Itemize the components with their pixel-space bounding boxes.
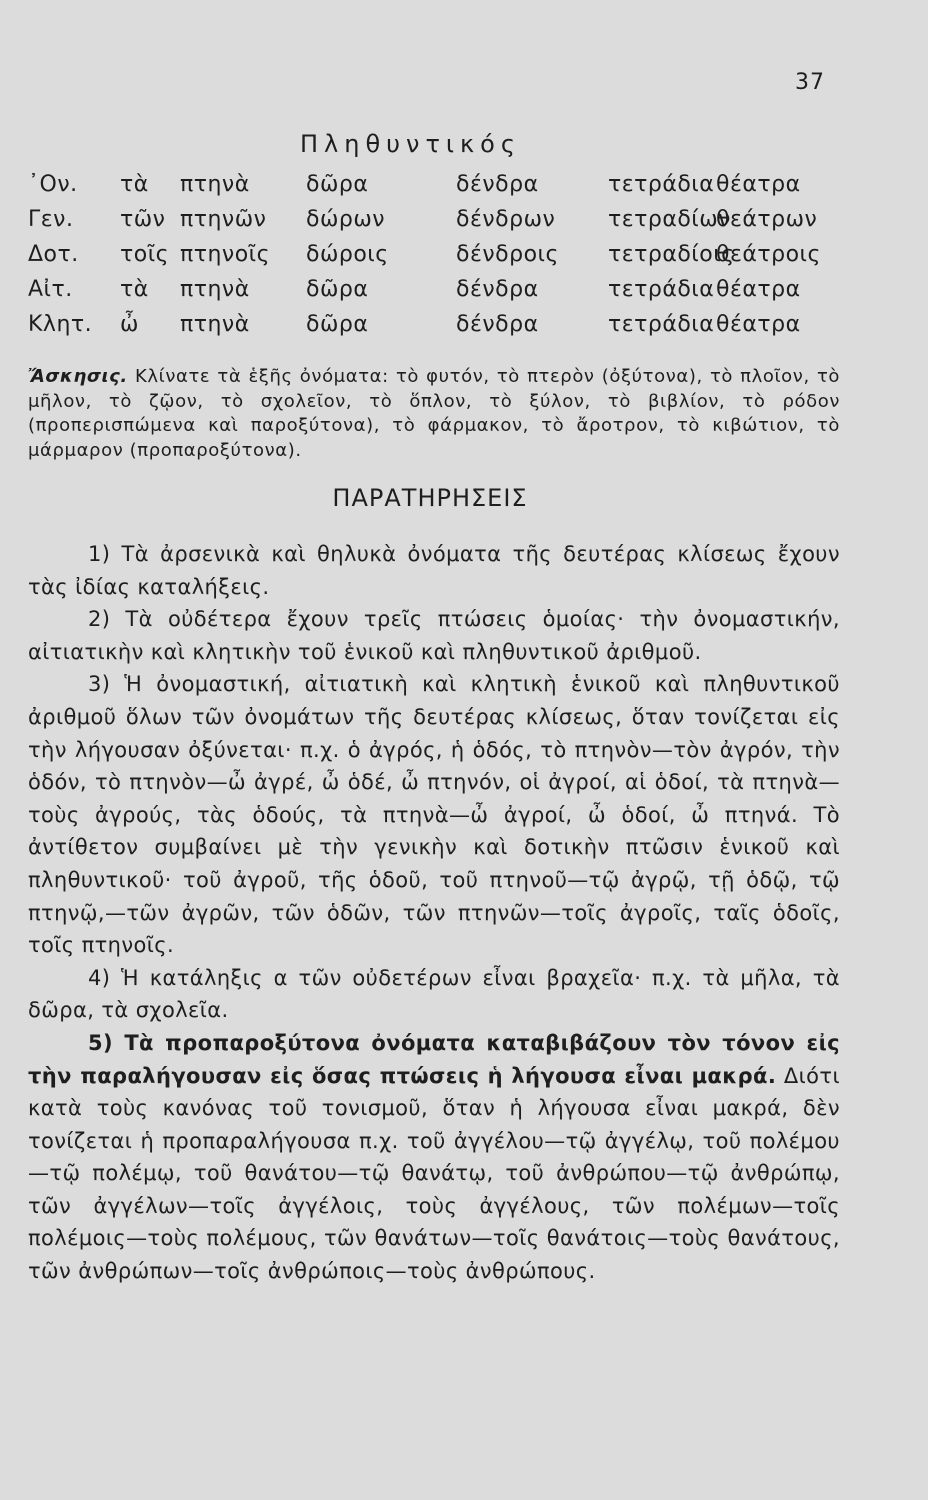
table-cell: τετράδια (608, 172, 715, 197)
page-number: 37 (795, 70, 825, 95)
table-cell: πτηνοῖς (180, 242, 271, 267)
table-cell: πτηνὰ (180, 172, 250, 197)
table-cell: Δοτ. (28, 242, 79, 267)
table-cell: δῶρα (306, 172, 369, 197)
table-cell: δένδρα (456, 312, 539, 337)
note-1: 1) Τὰ ἀρσενικὰ καὶ θηλυκὰ ὀνόματα τῆς δευτέρας κλίσεως ἔχουν τὰς ἰδίας καταλήξεις. (28, 542, 840, 599)
note-3: 3) Ἡ ὀνομαστική, αἰτιατικὴ καὶ κλητικὴ ἑνικοῦ καὶ πληθυντικοῦ ἀριθμοῦ ὅλων τῶν ὀνομάτων τῆς δευτέρας κλίσεως, ὅταν τονίζεται εἰς τὴν λήγουσαν ὀξύνεται· π.χ. ὁ ἀγρός, ἡ ὁδός, τὸ πτηνὸν—τὸν ἀγρόν, τὴν ὁδόν, τὸ πτηνὸν—ὦ ἀγρέ, ὦ ὁδέ, ὦ πτηνόν, οἱ ἀγροί, αἱ ὁδοί, τὰ πτηνὰ—τοὺς ἀγρούς, τὰς ὁδούς, τὰ πτηνὰ—ὦ ἀγροί, ὦ ὁδοί, ὦ πτηνά. Τὸ ἀντίθετον συμβαίνει μὲ τὴν γενικὴν καὶ δοτικὴν πτῶσιν ἑνικοῦ καὶ πληθυντικοῦ· τοῦ ἀγροῦ, τῆς ὁδοῦ, τοῦ πτηνοῦ—τῷ ἀγρῷ, τῇ ὁδῷ, τῷ πτηνῷ,—τῶν ἀγρῶν, τῶν ὁδῶν, τῶν πτηνῶν—τοῖς ἀγροῖς, ταῖς ὁδοῖς, τοῖς πτηνοῖς. (28, 672, 840, 958)
note-5-emphasis: 5) Τὰ προπαροξύτονα ὀνόματα καταβιβάζουν τὸν τόνον εἰς τὴν παραλήγουσαν εἰς ὅσας πτώσεις ἡ λήγουσα εἶναι μακρά. (28, 1030, 840, 1088)
table-cell: τὰ (120, 172, 149, 197)
table-cell: Κλητ. (28, 312, 93, 337)
table-cell: πτηνῶν (180, 207, 267, 232)
note-4: 4) Ἡ κατάληξις α τῶν οὐδετέρων εἶναι βραχεῖα· π.χ. τὰ μῆλα, τὰ δῶρα, τὰ σχολεῖα. (28, 965, 840, 1023)
table-cell: θεάτρων (716, 207, 818, 232)
table-cell: ᾿Ον. (28, 172, 78, 197)
table-cell: θεάτροις (716, 242, 821, 267)
notes-section (28, 538, 840, 1288)
table-cell: τετραδίων (608, 207, 731, 232)
table-cell: τετραδίοις (608, 242, 735, 267)
table-cell: δῶρα (306, 312, 369, 337)
exercise-text: Κλίνατε τὰ ἑξῆς ὀνόματα: τὸ φυτόν, τὸ πτερὸν (ὀξύτονα), τὸ πλοῖον, τὸ μῆλον, τὸ ζῷον, τὸ σχολεῖον, τὸ ὅπλον, τὸ ξύλον, τὸ βιβλίον, τὸ ρόδον (προπερισπώμενα καὶ παροξύτονα), τὸ φάρμακον, τὸ ἄροτρον, τὸ κιβώτιον, τὸ μάρμαρον (προπαροξύτονα). (28, 366, 840, 461)
table-cell: δένδρων (456, 207, 556, 232)
table-cell: τετράδια (608, 312, 715, 337)
table-cell: δένδροις (456, 242, 559, 267)
table-cell: δένδρα (456, 172, 539, 197)
table-cell: θέατρα (716, 277, 801, 302)
table-cell: τὰ (120, 277, 149, 302)
table-cell: τῶν (120, 207, 166, 232)
table-cell: δώρων (306, 207, 386, 232)
table-cell: ὦ (120, 312, 139, 337)
note-5-text: Διότι κατὰ τοὺς κανόνας τοῦ τονισμοῦ, ὅταν ἡ λήγουσα εἶναι μακρά, δὲν τονίζεται ἡ προπαραλήγουσα π.χ. τοῦ ἀγγέλου—τῷ ἀγγέλῳ, τοῦ πολέμου—τῷ πολέμῳ, τοῦ θανάτου—τῷ θανάτῳ, τοῦ ἀνθρώπου—τῷ ἀνθρώπῳ, τῶν ἀγγέλων—τοῖς ἀγγέλοις, τοὺς ἀγγέλους, τῶν πολέμων—τοῖς πολέμοις—τοὺς πολέμους, τῶν θανάτων—τοῖς θανάτοις—τοὺς θανάτους, τῶν ἀνθρώπων—τοῖς ἀνθρώποις—τοὺς ἀνθρώπους. (28, 1063, 840, 1284)
table-cell: τετράδια (608, 277, 715, 302)
exercise-paragraph (28, 365, 840, 463)
table-cell: πτηνὰ (180, 277, 250, 302)
table-title: Πληθυντικός (300, 130, 521, 158)
note-5 (28, 1027, 840, 1288)
table-cell: θέατρα (716, 312, 801, 337)
table-cell: θέατρα (716, 172, 801, 197)
table-cell: Γεν. (28, 207, 74, 232)
table-cell: Αἰτ. (28, 277, 73, 302)
exercise-label: Ἄσκησις. (28, 366, 128, 387)
table-cell: δῶρα (306, 277, 369, 302)
table-cell: δένδρα (456, 277, 539, 302)
note-2: 2) Τὰ οὐδέτερα ἔχουν τρεῖς πτώσεις ὁμοίας· τὴν ὀνομαστικήν, αἰτιατικὴν καὶ κλητικὴν τοῦ ἑνικοῦ καὶ πληθυντικοῦ ἀριθμοῦ. (28, 607, 840, 664)
table-cell: πτηνὰ (180, 312, 250, 337)
table-cell: τοῖς (120, 242, 170, 267)
table-cell: δώροις (306, 242, 389, 267)
notes-heading: ΠΑΡΑΤΗΡΗΣΕΙΣ (332, 484, 528, 512)
